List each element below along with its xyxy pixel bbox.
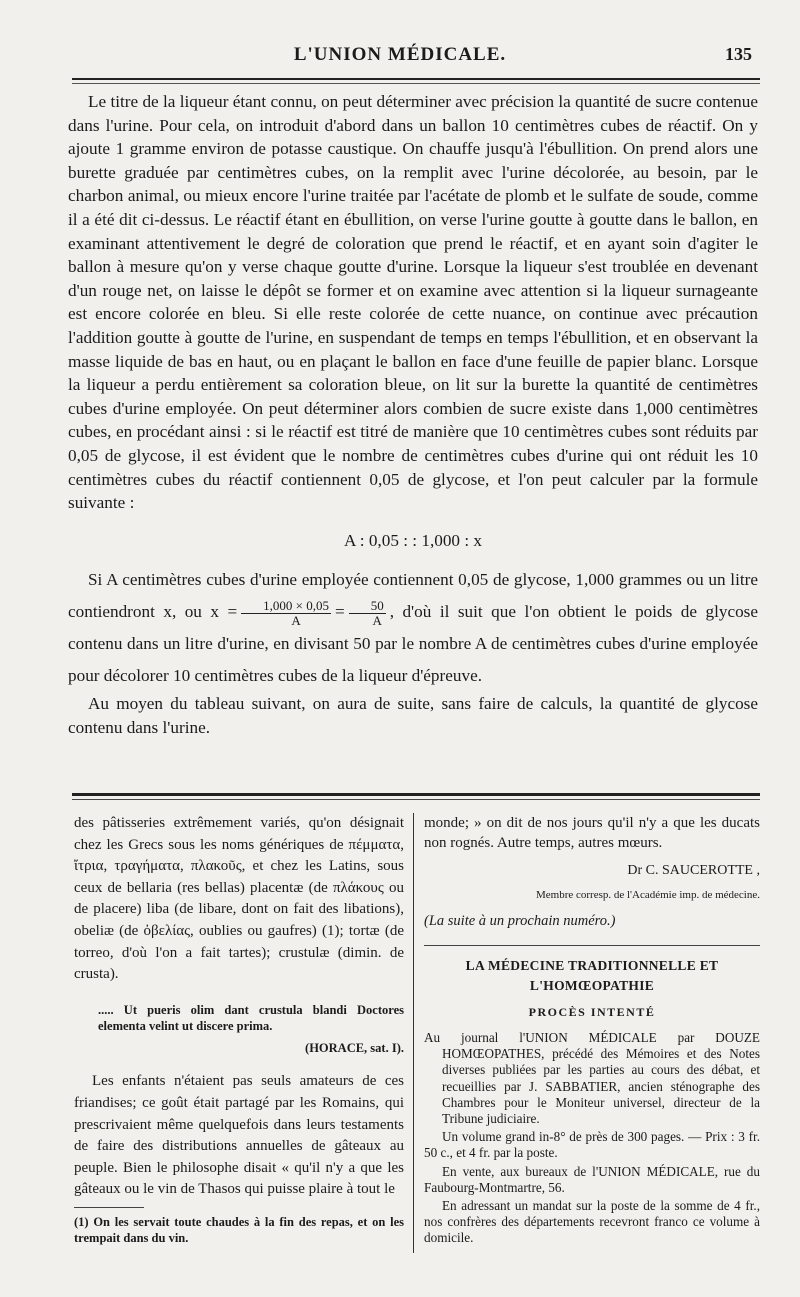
announcement-sale: En vente, aux bureaux de l'UNION MÉDICALE, rue du Faubourg-Montmartre, 56. — [424, 1163, 760, 1195]
proportion-formula: A : 0,05 : : 1,000 : x — [344, 530, 482, 550]
announcement-title: LA MÉDECINE TRADITIONNELLE ET L'HOMŒOPATHIE — [465, 958, 719, 993]
footnote: (1) On les servait toute chaudes à la fin des repas, et on les trempait dans du vin. — [74, 1214, 404, 1245]
paragraph-computation — [68, 564, 758, 692]
announcement-mail-order: En adressant un mandat sur la poste de la somme de 4 fr., nos confrères des départements recevront franco ce volume à domicile. — [424, 1198, 760, 1246]
footnote-rule — [74, 1207, 144, 1208]
announcement-rule — [424, 945, 760, 946]
fraction-2 — [349, 599, 386, 628]
horace-quote: ..... Ut pueris olim dant crustula blandi Doctores elementa velint ut discere prima. — [98, 1002, 404, 1033]
quote-reference: (HORACE, sat. I). — [305, 1040, 404, 1055]
page-number: 135 — [725, 44, 752, 64]
announcement-description: Au journal l'UNION MÉDICALE par DOUZE HOMŒOPATHES, précédé des Mémoires et des Notes diverses publiées par les parties au cours des débat, et recueillies par J. SABBATIER, ancien sténographe des Chambres pour le Moniteur universel, directeur de la Tribune judiciaire. — [424, 1030, 760, 1127]
author-affiliation: Membre corresp. de l'Académie imp. de médecine. — [535, 889, 760, 901]
main-article — [68, 90, 758, 739]
pastry-paragraph: des pâtisseries extrêmement variés, qu'on désignait chez les Grecs sous les noms génériques de πέμματα, ἴτρια, τραγήματα, πλακοῦς, et chez les Latins, sous ceux de bellaria (res bellas) placentæ (de πλάκους ou de placere) liba (de libare, dont on fait des libations), obeliæ (de ὀβελίας, oublies ou gaufres) (1); tortæ (de torreo, d'où l'on a fait tartes); crustulæ (dimin. de crusta). — [74, 815, 404, 983]
paragraph-method: Le titre de la liqueur étant connu, on peut déterminer avec précision la quantité de sucre contenue dans l'urine. Pour cela, on introduit d'abord dans un ballon 10 centimètres cubes de réactif. On y ajoute 1 gramme environ de potasse caustique. On chauffe jusqu'à l'ébullition. On prend alors une burette graduée par centimètres cubes, on la remplit avec l'urine décolorée, au besoin, par le charbon animal, ou mieux encore l'urine traitée par l'acétate de plomb et le sulfate de soude, comme il a été dit ci-dessus. Le réactif étant en ébullition, on verse l'urine goutte à goutte dans le ballon, en examinant attentivement le degré de coloration que prend le réactif, et en ayant soin d'agiter le ballon à mesure qu'on y verse chaque goutte d'urine. Lorsque la liqueur s'est troublée en devenant d'un rouge net, on laisse le dépôt se former et on examine avec attention si la liqueur surnageante est encore colorée en bleu. Si elle reste colorée de cette nuance, on continue avec précaution l'addition goutte à goutte de l'urine, en suspendant de temps en temps l'ébullition, et en observant la masse liquide de bas en haut, ou en plaçant le ballon en face d'une feuille de papier blanc. Lorsque la liqueur a perdu entièrement sa coloration bleue, on lit sur la burette la quantité de centimètres cubes d'urine employée. On peut déterminer alors combien de sucre existe dans 1,000 centimètres cubes, en procédant ainsi : si le réactif est titré de manière que 10 centimètres cubes sont réduits par 0,05 de glycose, il est évident que le nombre de centimètres cubes d'urine qui ont réduit les 10 centimètres cubes du réactif contiennent 0,05 de glycose, et l'on peut calculer par la formule suivante : — [68, 92, 758, 513]
to-be-continued-note: (La suite à un prochain numéro.) — [424, 913, 616, 929]
feuilleton-right-column — [424, 813, 760, 1249]
computation-text-b: , d'où il suit que l'on obtient le poids de glycose contenu dans un litre d'urine, en divisant 50 par le nombre A de centimètres cubes d'urine employée pour décolorer 10 centimètres cubes de la liqueur d'épreuve. — [68, 602, 758, 686]
paragraph-table-intro: Au moyen du tableau suivant, on aura de suite, sans faire de calculs, la quantité de glycose contenu dans l'urine. — [68, 694, 758, 737]
fraction-1 — [241, 599, 331, 628]
equals-sign: = — [334, 602, 345, 622]
section-separator — [72, 793, 760, 796]
computation-text-a: Si A centimètres cubes d'urine employée contiennent 0,05 de glycose, 1,000 grammes ou un litre contiendront x, ou x = — [68, 570, 758, 622]
author-signature: Dr C. SAUCEROTTE , — [627, 863, 760, 878]
column-divider — [413, 813, 414, 1253]
continuation-paragraph: monde; » on dit de nos jours qu'il n'y a que les ducats non rognés. Autre temps, autres mœurs. — [424, 815, 760, 851]
fraction-1-numerator: 1,000 × 0,05 — [241, 599, 331, 614]
announcement-subtitle: PROCÈS INTENTÉ — [528, 1005, 656, 1019]
fraction-2-numerator: 50 — [349, 599, 386, 614]
romans-paragraph: Les enfants n'étaient pas seuls amateurs de ces friandises; ce goût était partagé par les Romains, qui prescrivaient même quelquefois dans leurs testaments de faire des distributions annuelles de gâteaux au peuple. Bien le philosophe disait « qu'il n'y a que les gâteaux ou le vin de Thasos qui puisse plaire à tout le — [74, 1073, 404, 1198]
header-rule — [72, 78, 760, 80]
page-header — [0, 40, 800, 70]
section-separator-thin — [72, 799, 760, 800]
feuilleton-left-column — [74, 813, 404, 1246]
header-rule-thin — [72, 83, 760, 84]
fraction-1-denominator: A — [291, 612, 301, 628]
announcement-price: Un volume grand in-8° de près de 300 pages. — Prix : 3 fr. 50 c., et 4 fr. par la poste. — [424, 1129, 760, 1161]
journal-title: L'UNION MÉDICALE. — [293, 44, 507, 65]
announcement-body — [424, 1030, 760, 1247]
fraction-2-denominator: A — [372, 612, 382, 628]
